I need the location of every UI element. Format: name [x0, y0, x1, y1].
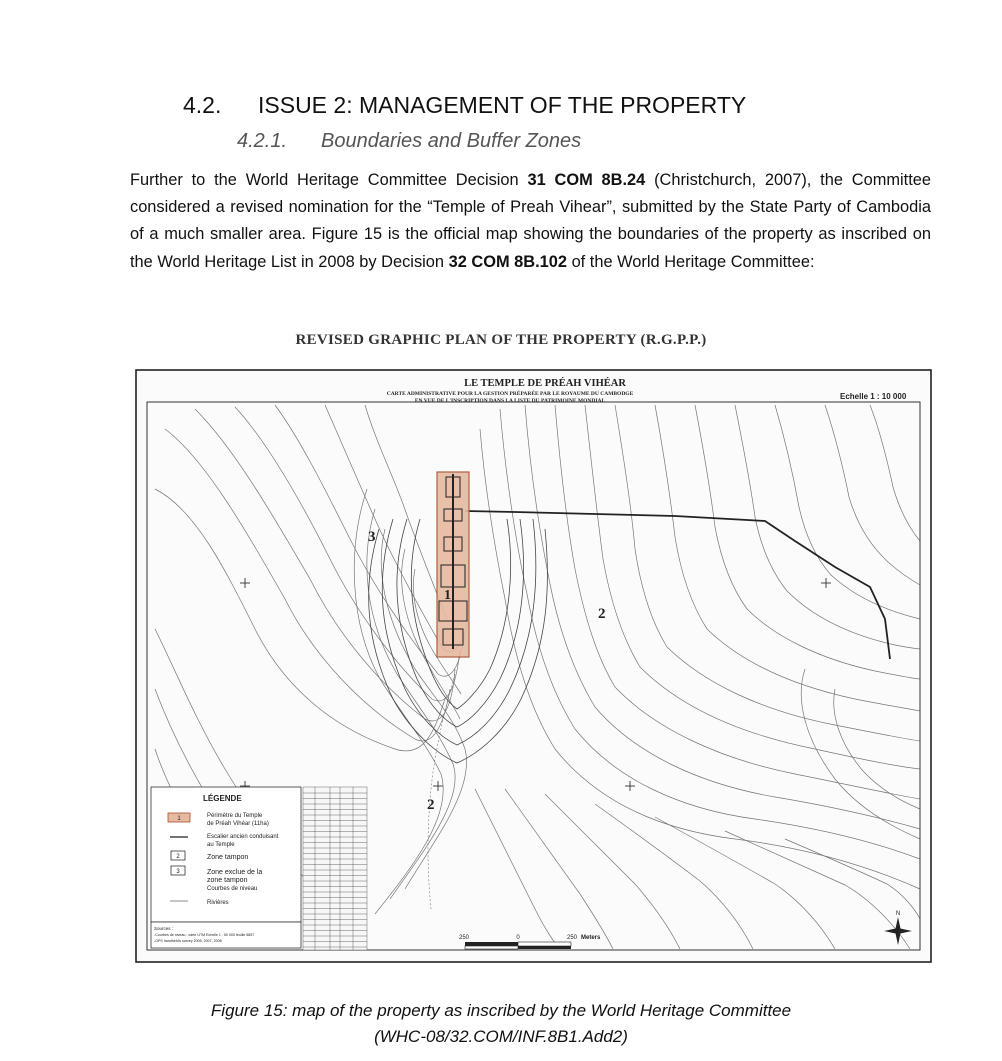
legend-label: Périmètre du Temple	[207, 813, 263, 819]
paragraph-text: Further to the World Heritage Committee Decision	[130, 171, 528, 189]
legend-key-3: 3	[176, 869, 180, 875]
scalebar-unit: Meters	[581, 935, 601, 941]
legend-label: Zone exclue de la	[207, 869, 263, 876]
caption-line-2: (WHC-08/32.COM/INF.8B1.Add2)	[374, 1027, 628, 1046]
map-title: LE TEMPLE DE PRÉAH VIHÉAR	[464, 378, 626, 389]
legend-label: Escalier ancien conduisant	[207, 834, 279, 840]
map-subtitle-1: CARTE ADMINISTRATIVE POUR LA GESTION PRÉPARÉE PAR LE ROYAUME DU CAMBODGE	[386, 391, 634, 397]
property-map	[135, 369, 932, 963]
section-number: 4.2.	[183, 92, 222, 118]
subsection-heading	[237, 130, 581, 153]
map-scale: Echelle 1 : 10 000	[840, 392, 907, 401]
scalebar-mid: 0	[516, 935, 520, 941]
legend-key-2: 2	[176, 854, 180, 860]
legend-source-2: -GPS handheld's survey 2005, 2007, 2008	[154, 939, 222, 943]
caption-line-1: Figure 15: map of the property as inscribed by the World Heritage Committee	[210, 1001, 792, 1020]
subsection-number: 4.2.1.	[237, 130, 288, 152]
legend-label: de Préah Vihéar (11ha)	[207, 821, 269, 827]
section-title: ISSUE 2: MANAGEMENT OF THE PROPERTY	[258, 92, 747, 118]
decision-ref-2007: 31 COM 8B.24	[527, 171, 646, 189]
paragraph-text: of the World Heritage Committee:	[567, 252, 815, 271]
legend-source-1: -Courbes de niveau : carte UTM Echelle 1 : 50 000 feuille 5857	[154, 933, 255, 937]
map-subtitle-2: EN VUE DE L'INSCRIPTION DANS LA LISTE DU PATRIMOINE MONDIAL	[414, 398, 606, 404]
legend-label: Rivières	[207, 900, 229, 906]
legend-label: Courbes de niveau	[207, 886, 258, 892]
body-paragraph	[130, 167, 931, 276]
plan-title: REVISED GRAPHIC PLAN OF THE PROPERTY (R.G.P.P.)	[295, 332, 707, 348]
legend-label: au Temple	[207, 842, 235, 848]
legend-sources-title: Sources :	[154, 926, 174, 931]
zone-label-2-south: 2	[427, 797, 435, 813]
legend-title: LÉGENDE	[203, 794, 242, 803]
coordinate-table	[303, 787, 367, 950]
zone-label-1: 1	[444, 588, 451, 603]
scalebar-left: 250	[458, 935, 470, 941]
scalebar-right: 250	[566, 935, 578, 941]
north-label: N	[895, 911, 901, 917]
section-heading	[183, 92, 746, 119]
zone-label-2-east: 2	[598, 606, 606, 622]
map-legend	[151, 787, 301, 948]
legend-key-1: 1	[177, 816, 181, 822]
legend-label: zone tampon	[207, 877, 248, 884]
legend-label: Zone tampon	[207, 854, 249, 861]
subsection-title: Boundaries and Buffer Zones	[321, 130, 582, 152]
figure-caption	[0, 998, 1002, 1050]
paragraph-text: (Christchurch, 2007), the Committee considered a revised nomination for the “Temple of Preah Vihear”, submitted by the State Party of Cambodia of a much smaller area. Figure 15 is the official map showing the boundaries of the property as inscribed on the World Heritage List in 2008 by Decision	[130, 171, 931, 271]
zone-label-3: 3	[368, 529, 376, 545]
decision-ref-2008: 32 COM 8B.102	[448, 252, 568, 271]
